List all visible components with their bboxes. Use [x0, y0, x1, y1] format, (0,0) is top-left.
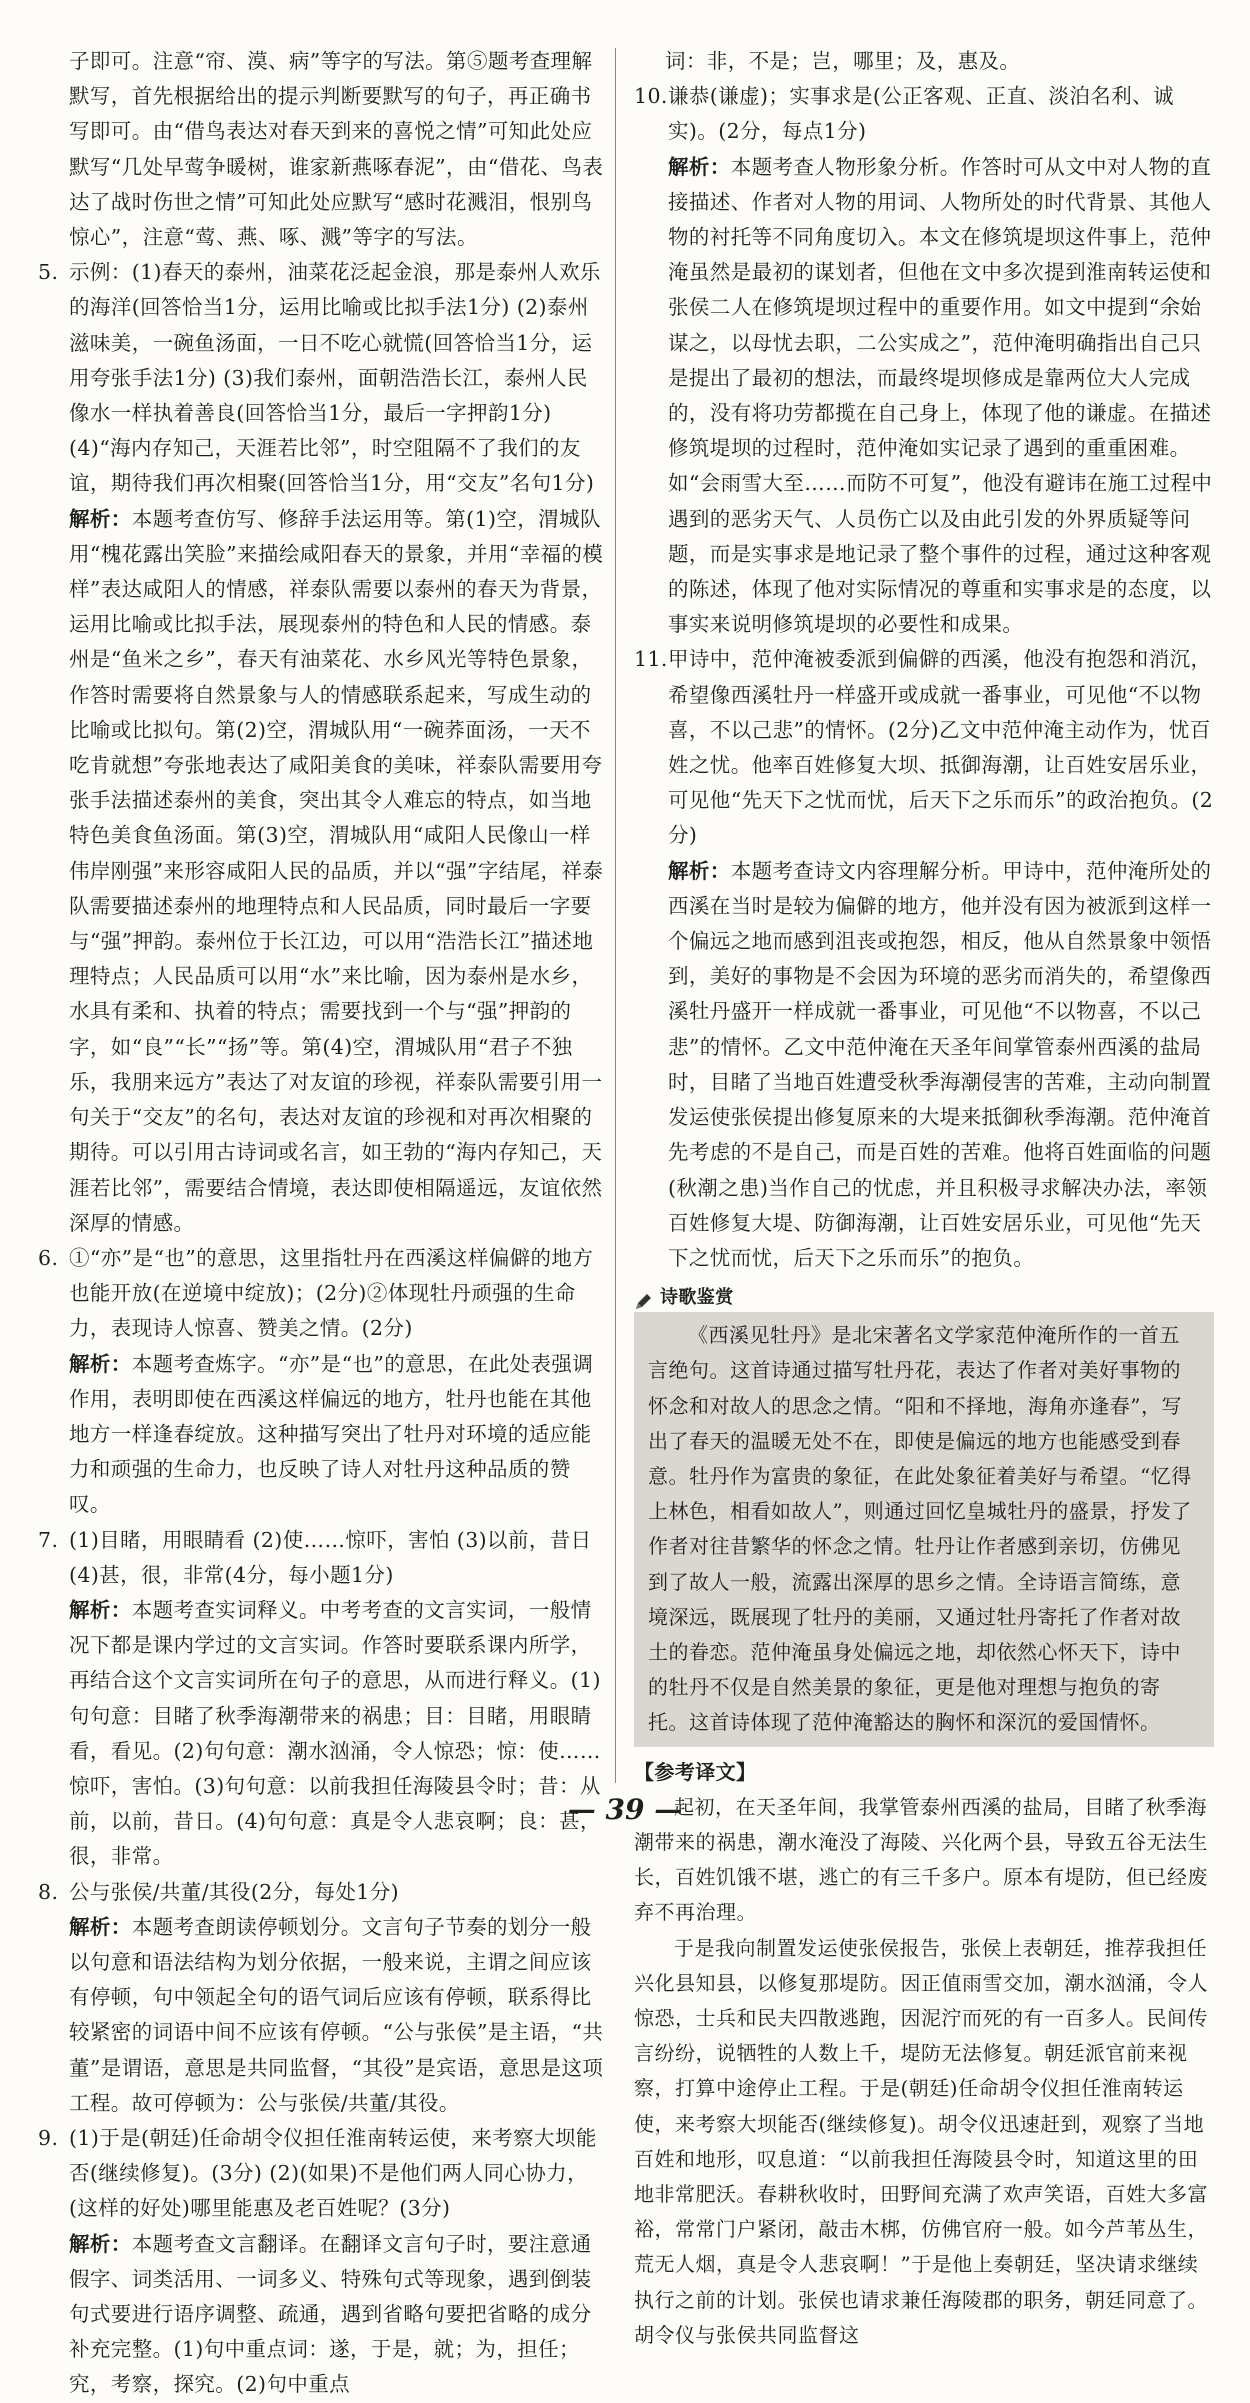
question-number: 8. [38, 1879, 59, 1904]
answer-text: 公与张侯/共董/其役(2分，每处1分) [69, 1879, 399, 1904]
analysis-label: 解析： [69, 1914, 132, 1939]
q4-continuation: 子即可。注意“帘、漠、病”等字的写法。第⑤题考查理解默写，首先根据给出的提示判断要默写的句子，再正确书写即可。由“借鸟表达对春天到来的喜悦之情”可知此处应默写“几处早莺争暖树，谁家新燕啄春泥”，由“借花、鸟表达了战时伤世之情”可知此处应默写“感时花溅泪，恨别鸟惊心”，注意“莺、燕、啄、溅”等字的写法。 [69, 49, 604, 250]
analysis-label: 解析： [69, 1597, 132, 1622]
question-6 [38, 1241, 608, 1523]
answer-text: (1)目睹，用眼睛看 (2)使……惊吓，害怕 (3)以前，昔日 (4)甚，很，非常(4分，每小题1分) [69, 1527, 592, 1587]
question-number: 9. [38, 2125, 59, 2150]
poem-appreciation-box [634, 1312, 1214, 1746]
analysis-label: 解析： [69, 506, 132, 531]
question-11 [634, 642, 1214, 1276]
poem-appreciation-title: 诗歌鉴赏 [660, 1286, 734, 1308]
answer-text: 谦恭(谦虚)；实事求是(公正客观、正直、淡泊名利、诚实)。(2分，每点1分) [668, 84, 1174, 144]
analysis-text: 本题考查朗读停顿划分。文言句子节奏的划分一般以句意和语法结构为划分依据，一般来说，主谓之间应该有停顿，句中领起全句的语气词后应该有停顿，联系得比较紧密的词语中间不应该有停顿。“公与张侯”是主语，“共董”是谓语，意思是共同监督，“其役”是宾语，意思是这项工程。故可停顿为：公与张侯/共董/其役。 [69, 1914, 604, 2115]
analysis-label: 解析： [668, 154, 731, 179]
answer-text: (1)于是(朝廷)任命胡令仪担任淮南转运使，来考察大坝能否(继续修复)。(3分) (2)(如果)不是他们两人同心协力，(这样的好处)哪里能惠及老百姓呢？(3分) [69, 2125, 597, 2221]
question-number: 7. [38, 1527, 59, 1552]
analysis-text: 本题考查文言翻译。在翻译文言句子时，要注意通假字、词类活用、一词多义、特殊句式等现象，遇到倒装句式要进行语序调整、疏通，遇到省略句要把省略的成分补充完整。(1)句中重点词：遂，于是，就；为，担任；究，考察，探究。(2)句中重点 [69, 2231, 592, 2397]
reference-translation [634, 1790, 1214, 2353]
question-number: 5. [38, 260, 59, 285]
right-column [634, 44, 1214, 2353]
poem-appreciation-header [634, 1282, 1214, 1312]
question-number: 6. [38, 1245, 59, 1270]
q9-continuation: 词：非，不是；岂，哪里；及，惠及。 [665, 49, 1021, 73]
question-number: 10. [634, 84, 668, 109]
reference-translation-title: 【参考译文】 [634, 1759, 757, 1784]
question-number: 11. [634, 647, 668, 672]
analysis-label: 解析： [69, 2231, 132, 2256]
analysis-label: 解析： [69, 1351, 132, 1376]
analysis-text: 本题考查诗文内容理解分析。甲诗中，范仲淹所处的西溪在当时是较为偏僻的地方，他并没有因为被派到这样一个偏远之地而感到沮丧或抱怨，相反，他从自然景象中领悟到，美好的事物是不会因为环境的恶劣而消失的，希望像西溪牡丹盛开一样成就一番事业，可见他“不以物喜，不以己悲”的情怀。乙文中范仲淹在天圣年间掌管泰州西溪的盐局时，目睹了当地百姓遭受秋季海潮侵害的苦难，主动向制置发运使张侯提出修复原来的大堤来抵御秋季海潮。范仲淹首先考虑的不是自己，而是百姓的苦难。他将百姓面临的问题(秋潮之患)当作自己的忧虑，并且积极寻求解决办法，率领百姓修复大堤、防御海潮，让百姓安居乐业，可见他“先天下之忧而忧，后天下之乐而乐”的抱负。 [668, 858, 1212, 1270]
analysis-text: 本题考查仿写、修辞手法运用等。第(1)空，渭城队用“槐花露出笑脸”来描绘咸阳春天的景象，并用“幸福的模样”表达咸阳人的情感，祥泰队需要以泰州的春天为背景，运用比喻或比拟手法，展现泰州的特色和人民的情感。泰州是“鱼米之乡”，春天有油菜花、水乡风光等特色景象，作答时需要将自然景象与人的情感联系起来，写成生动的比喻或比拟句。第(2)空，渭城队用“一碗荞面汤，一天不吃肯就想”夸张地表达了咸阳美食的美味，祥泰队需要用夸张手法描述泰州的美食，突出其令人难忘的特点，如当地特色美食鱼汤面。第(3)空，渭城队用“咸阳人民像山一样伟岸刚强”来形容咸阳人民的品质，并以“强”字结尾，祥泰队需要描述泰州的地理特点和人民品质，同时最后一字要与“强”押韵。泰州位于长江边，可以用“浩浩长江”描述地理特点；人民品质可以用“水”来比喻，因为泰州是水乡，水具有柔和、执着的特点；需要找到一个与“强”押韵的字，如“良”“长”“扬”等。第(4)空，渭城队用“君子不独乐，我朋来远方”表达了对友谊的珍视，祥泰队需要引用一句关于“交友”的名句，表达对友谊的珍视和对再次相聚的期待。可以引用古诗词或名言，如王勃的“海内存知己，天涯若比邻”，需要结合情境，表达即使相隔遥远，友谊依然深厚的情感。 [69, 506, 604, 1235]
column-divider [615, 48, 616, 1783]
question-5 [38, 255, 608, 1241]
answer-text: 甲诗中，范仲淹被委派到偏僻的西溪，他没有抱怨和消沉，希望像西溪牡丹一样盛开或成就一番事业，可见他“不以物喜，不以己悲”的情怀。(2分)乙文中范仲淹主动作为，忧百姓之忧。他率百姓修复大坝、抵御海潮，让百姓安居乐业，可见他“先天下之忧而忧，后天下之乐而乐”的政治抱负。(2分) [668, 647, 1214, 848]
analysis-text: 本题考查人物形象分析。作答时可从文中对人物的直接描述、作者对人物的用词、人物所处的时代背景、其他人物的衬托等不同角度切入。本文在修筑堤坝这件事上，范仲淹虽然是最初的谋划者，但他在文中多次提到淮南转运使和张侯二人在修筑堤坝过程中的重要作用。如文中提到“余始谋之，以母忧去职，二公实成之”，范仲淹明确指出自己只是提出了最初的想法，而最终堤坝修成是靠两位大人完成的，没有将功劳都揽在自己身上，体现了他的谦虚。在描述修筑堤坝的过程时，范仲淹如实记录了遇到的重重困难。如“会雨雪大至……而防不可复”，他没有避讳在施工过程中遇到的恶劣天气、人员伤亡以及由此引发的外界质疑等问题，而是实事求是地记录了整个事件的过程，通过这种客观的陈述，体现了他对实际情况的尊重和实事求是的态度，以事实来说明修筑堤坝的必要性和成果。 [668, 154, 1213, 637]
translation-paragraph: 于是我向制置发运使张侯报告，张侯上表朝廷，推荐我担任兴化县知县，以修复那堤防。因正值雨雪交加，潮水汹涌，令人惊恐，士兵和民夫四散逃跑，因泥泞而死的有一百多人。民间传言纷纷，说牺牲的人数上千，堤防无法修复。朝廷派官前来视察，打算中途停止工程。于是(朝廷)任命胡令仪担任淮南转运使，来考察大坝能否(继续修复)。胡令仪迅速赶到，观察了当地百姓和地形，叹息道：“以前我担任海陵县令时，知道这里的田地非常肥沃。春耕秋收时，田野间充满了欢声笑语，百姓大多富裕，常常门户紧闭，敲击木梆，仿佛官府一般。如今芦苇丛生，荒无人烟，真是令人悲哀啊！”于是他上奏朝廷，坚决请求继续执行之前的计划。张侯也请求兼任海陵郡的职务，朝廷同意了。胡令仪与张侯共同监督这 [634, 1935, 1208, 2347]
question-9 [38, 2121, 608, 2403]
analysis-text: 本题考查实词释义。中考考查的文言实词，一般情况下都是课内学过的文言实词。作答时要联系课内所学，再结合这个文言实词所在句子的意思，从而进行释义。(1)句句意：目睹了秋季海潮带来的祸患；目：目睹，用眼睛看，看见。(2)句句意：潮水汹涌，令人惊恐；惊：使……惊吓，害怕。(3)句句意：以前我担任海陵县令时；昔：从前，以前，昔日。(4)句句意：真是令人悲哀啊；良：甚，很，非常。 [69, 1597, 601, 1869]
answer-text: 示例：(1)春天的泰州，油菜花泛起金浪，那是泰州人欢乐的海洋(回答恰当1分，运用比喻或比拟手法1分) (2)泰州滋味美，一碗鱼汤面，一日不吃心就慌(回答恰当1分，运用夸张手法1分) (3)我们泰州，面朝浩浩长江，泰州人民像水一样执着善良(回答恰当1分，最后一字押韵1分) (4)“海内存知己，天涯若比邻”，时空阻隔不了我们的友谊，期待我们再次相聚(回答恰当1分，用“交友”名句1分) [69, 260, 601, 496]
analysis-text: 本题考查炼字。“亦”是“也”的意思，在此处表强调作用，表明即使在西溪这样偏远的地方，牡丹也能在其他地方一样逢春绽放。这种描写突出了牡丹对环境的适应能力和顽强的生命力，也反映了诗人对牡丹这种品质的赞叹。 [69, 1351, 594, 1517]
page-number: — 39 — [567, 1793, 683, 1826]
answer-text: ①“亦”是“也”的意思，这里指牡丹在西溪这样偏僻的地方也能开放(在逆境中绽放)；(2分)②体现牡丹顽强的生命力，表现诗人惊喜、赞美之情。(2分) [69, 1245, 594, 1341]
pen-icon [634, 1288, 652, 1306]
left-column [38, 44, 608, 2403]
question-8 [38, 1875, 608, 2121]
question-10 [634, 79, 1214, 642]
analysis-label: 解析： [668, 858, 731, 883]
translation-paragraph: 起初，在天圣年间，我掌管泰州西溪的盐局，目睹了秋季海潮带来的祸患，潮水淹没了海陵、兴化两个县，导致五谷无法生长，百姓饥饿不堪，逃亡的有三千多户。原本有堤防，但已经废弃不再治理。 [634, 1794, 1208, 1925]
poem-appreciation-text: 《西溪见牡丹》是北宋著名文学家范仲淹所作的一首五言绝句。这首诗通过描写牡丹花，表达了作者对美好事物的怀念和对故人的思念之情。“阳和不择地，海角亦逢春”，写出了春天的温暖无处不在，即使是偏远的地方也能感受到春意。牡丹作为富贵的象征，在此处象征着美好与希望。“忆得上林色，相看如故人”，则通过回忆皇城牡丹的盛景，抒发了作者对往昔繁华的怀念之情。牡丹让作者感到亲切，仿佛见到了故人一般，流露出深厚的思乡之情。全诗语言简练，意境深远，既展现了牡丹的美丽，又通过牡丹寄托了作者对故土的眷恋。范仲淹虽身处偏远之地，却依然心怀天下，诗中的牡丹不仅是自然美景的象征，更是他对理想与抱负的寄托。这首诗体现了范仲淹豁达的胸怀和深沉的爱国情怀。 [648, 1323, 1192, 1735]
